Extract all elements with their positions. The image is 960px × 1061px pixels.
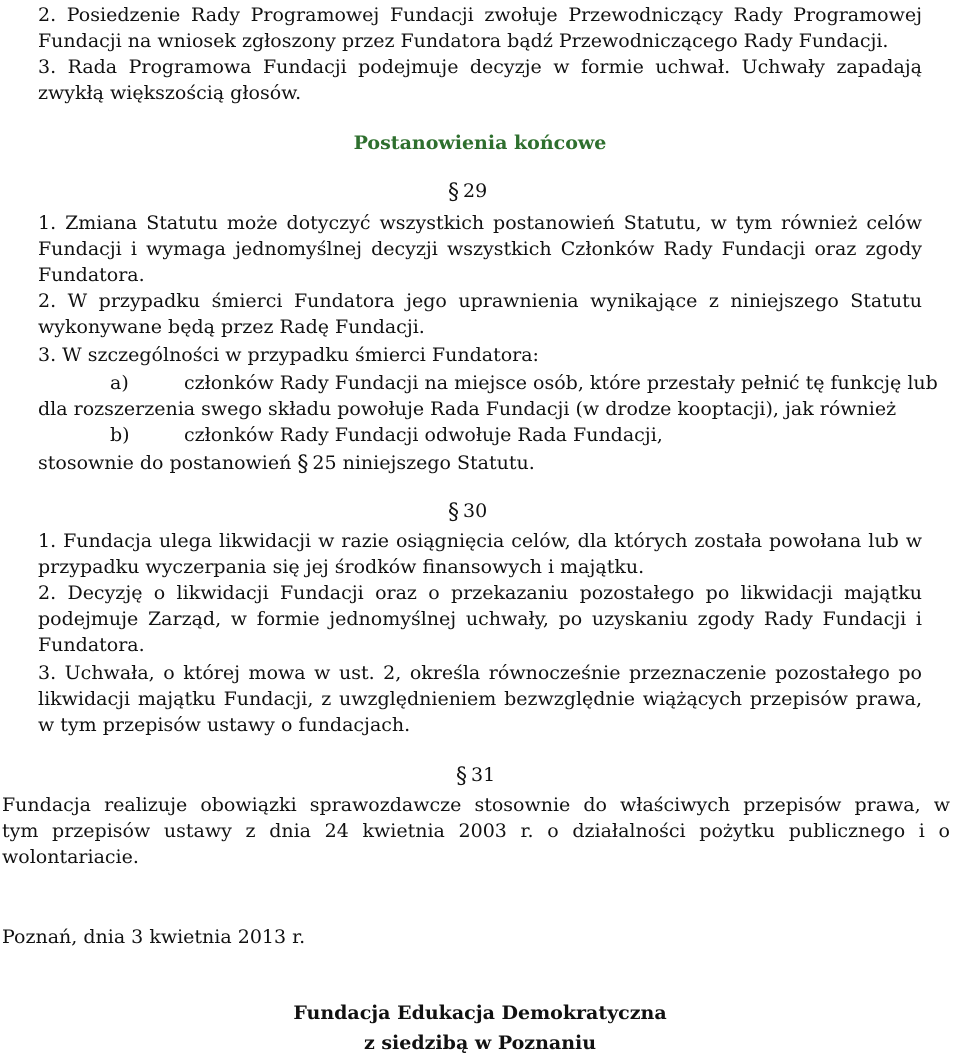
text-line: 1. Zmiana Statutu może dotyczyć wszystkich postanowień Statutu, w tym również celów [38, 212, 922, 234]
section-heading: Postanowienia końcowe [353, 132, 607, 154]
paragraph-number: 29 [463, 180, 488, 202]
paragraph-number-31 [456, 764, 495, 789]
list-text: członków Rady Fundacji odwołuje Rada Fundacji, [184, 424, 663, 446]
section-sign-icon: § [297, 452, 309, 477]
paragraph-number: 30 [463, 500, 488, 522]
list-label: a) [110, 372, 129, 394]
text-line: 2. Posiedzenie Rady Programowej Fundacji zwołuje Przewodniczący Rady Programowej [38, 4, 922, 26]
organization-seat: z siedzibą w Poznaniu [363, 1032, 597, 1054]
text-line: dla rozszerzenia swego składu powołuje Rada Fundacji (w drodze kooptacji), jak również [38, 398, 897, 420]
text-line: Fundacji na wniosek zgłoszony przez Fundatora bądź Przewodniczącego Rady Fundacji. [38, 30, 889, 52]
text-fragment: 25 niniejszego Statutu. [312, 452, 535, 474]
organization-name: Fundacja Edukacja Demokratyczna [293, 1002, 667, 1024]
text-fragment: stosownie do postanowień [38, 452, 298, 474]
place-date: Poznań, dnia 3 kwietnia 2013 r. [2, 926, 306, 948]
list-item-a [38, 370, 938, 396]
text-line: 3. Uchwała, o której mowa w ust. 2, określa równocześnie przeznaczenie pozostałego po [38, 662, 922, 684]
list-item-b [38, 422, 663, 448]
section-sign-icon: § [456, 764, 467, 789]
list-label: b) [110, 424, 130, 446]
text-line: tym przepisów ustawy z dnia 24 kwietnia 2003 r. o działalności pożytku publicznego i o [2, 820, 950, 842]
text-line: likwidacji majątku Fundacji, z uwzględnieniem bezwzględnie wiążących przepisów prawa, [38, 688, 922, 710]
text-line: 3. Rada Programowa Fundacji podejmuje decyzje w formie uchwał. Uchwały zapadają [38, 56, 922, 78]
text-line: Fundacja realizuje obowiązki sprawozdawcze stosownie do właściwych przepisów prawa, w [2, 794, 950, 816]
paragraph-number: 31 [471, 764, 496, 786]
text-line: 2. W przypadku śmierci Fundatora jego uprawnienia wynikające z niniejszego Statutu [38, 290, 922, 312]
text-line: przypadku wyczerpania się jej środków finansowych i majątku. [38, 556, 645, 578]
section-sign-icon: § [448, 180, 459, 205]
text-line: podejmuje Zarząd, w formie jednomyślnej uchwały, po uzyskaniu zgody Rady Fundacji i [38, 608, 922, 630]
text-line: w tym przepisów ustawy o fundacjach. [38, 714, 411, 736]
text-line: 3. W szczególności w przypadku śmierci Fundatora: [38, 344, 539, 366]
text-line: Fundatora. [38, 634, 145, 656]
text-line: 2. Decyzję o likwidacji Fundacji oraz o przekazaniu pozostałego po likwidacji majątku [38, 582, 922, 604]
text-line: zwykłą większością głosów. [38, 82, 302, 104]
section-sign-icon: § [448, 500, 459, 525]
paragraph-number-30 [448, 500, 487, 525]
text-line: Fundatora. [38, 264, 145, 286]
text-line: 1. Fundacja ulega likwidacji w razie osiągnięcia celów, dla których została powołana lub w [38, 530, 922, 552]
paragraph-number-29 [448, 180, 487, 205]
text-line: wolontariacie. [2, 846, 139, 868]
text-line: Fundacji i wymaga jednomyślnej decyzji wszystkich Członków Rady Fundacji oraz zgody [38, 238, 922, 260]
list-text: członków Rady Fundacji na miejsce osób, które przestały pełnić tę funkcję lub [184, 372, 938, 394]
text-line: wykonywane będą przez Radę Fundacji. [38, 316, 425, 338]
text-line [38, 450, 535, 478]
